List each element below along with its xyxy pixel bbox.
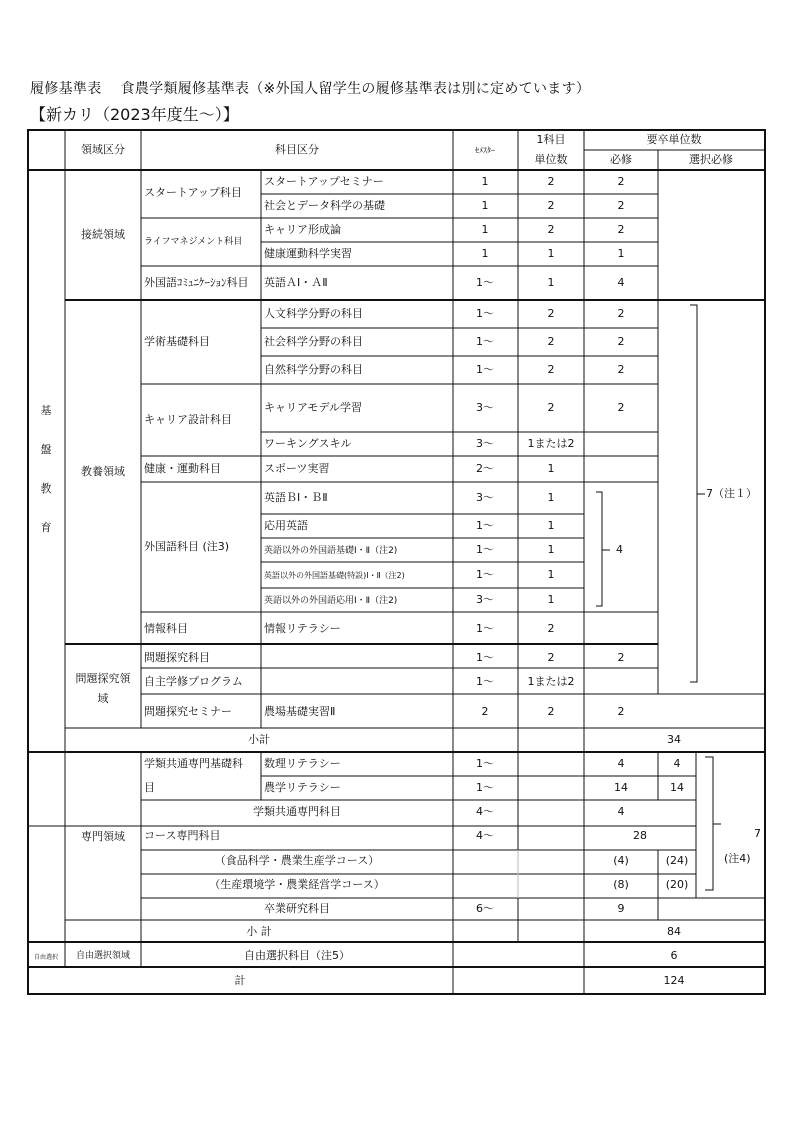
subject-name: 英語以外の外国語応用Ⅰ・Ⅱ（注2)	[264, 596, 398, 606]
subject-name: 自然科学分野の科目	[264, 363, 363, 376]
category-career: キャリア設計科目	[144, 413, 232, 426]
subject-semester: 1〜	[476, 307, 494, 320]
subject-credits: 2	[547, 223, 555, 236]
subject-elective: 14	[670, 781, 684, 794]
subject-name: 健康運動科学実習	[264, 247, 352, 260]
subject-required: 2	[617, 199, 625, 212]
basic-education-char-3: 教	[40, 482, 52, 495]
domain-inquiry: 問題探究領 域	[75, 672, 131, 705]
free-small-label: 自由選択	[33, 954, 59, 961]
subject-credits: 2	[547, 199, 555, 212]
subject-semester: 1〜	[476, 781, 494, 794]
course-required: 28	[633, 829, 647, 842]
subject-credits: 2	[547, 307, 555, 320]
category-self-study: 自主学修プログラム	[144, 675, 243, 688]
domain-liberal: 教養領域	[81, 465, 125, 478]
subject-credits: 1	[547, 568, 555, 581]
header-elective-required: 選択必修	[689, 153, 733, 166]
subject-credits: 1	[547, 543, 555, 556]
category-common-specialized: 学類共通専門科目	[253, 805, 341, 818]
subject-name: 英語ＡⅠ・ＡⅡ	[264, 276, 328, 289]
subject-name: 社会とデータ科学の基礎	[264, 199, 385, 212]
subject-required: 2	[617, 401, 625, 414]
subject-semester: 1〜	[476, 568, 494, 581]
subject-credits: 1	[547, 519, 555, 532]
subject-required: 2	[617, 175, 625, 188]
subject-credits: 1	[547, 491, 555, 504]
liberal-elective: 7（注１）	[706, 487, 757, 500]
subject-required: 1	[617, 247, 625, 260]
domain-specialized: 専門領域	[81, 830, 125, 843]
subject-semester: 1	[481, 199, 489, 212]
subject-required: 2	[617, 651, 625, 664]
domain-free: 自由選択領域	[75, 951, 131, 961]
subject-semester: 3〜	[476, 437, 494, 450]
course-b-elective: (20)	[665, 878, 689, 891]
subject-required: 2	[617, 335, 625, 348]
common-spec-required: 4	[617, 805, 625, 818]
category-life: ライフマネジメント科目	[144, 237, 243, 247]
subject-semester: 1〜	[476, 675, 494, 688]
subject-elective: 4	[673, 757, 681, 770]
common-spec-semester: 4〜	[476, 805, 494, 818]
subject-name: 情報リテラシー	[264, 622, 341, 635]
total-label: 計	[234, 974, 246, 987]
subject-name: 社会科学分野の科目	[264, 335, 363, 348]
subject-semester: 1〜	[476, 519, 494, 532]
subject-name: 応用英語	[264, 519, 308, 532]
course-a-required: (4)	[613, 854, 629, 867]
course-b-required: (8)	[613, 878, 629, 891]
header-credits-2: 単位数	[534, 153, 568, 166]
subject-semester: 1〜	[476, 335, 494, 348]
course-semester: 4〜	[476, 829, 494, 842]
category-academic: 学術基礎科目	[144, 335, 210, 348]
subject-credits: 2	[547, 175, 555, 188]
page-subtitle: 【新カリ（2023年度生〜）】	[30, 105, 239, 124]
subject-name: キャリアモデル学習	[264, 401, 363, 414]
subtotal-spec: 84	[667, 925, 681, 938]
subject-semester: 1	[481, 175, 489, 188]
subject-credits: 2	[547, 363, 555, 376]
basic-education-char-2: 盤	[40, 443, 52, 456]
subject-required: 2	[617, 363, 625, 376]
subject-name: 英語以外の外国語基礎Ⅰ・Ⅱ（注2)	[264, 546, 398, 556]
course-a-elective: (24)	[665, 854, 689, 867]
basic-education-char-1: 基	[40, 404, 52, 417]
header-required: 必修	[610, 153, 632, 166]
subject-name: 数理リテラシー	[264, 757, 341, 770]
subject-required: 14	[614, 781, 628, 794]
subject-credits: 1	[547, 593, 555, 606]
subject-credits: 2	[547, 622, 555, 635]
header-subject: 科目区分	[275, 143, 319, 156]
subject-semester: 2〜	[476, 462, 494, 475]
subject-semester: 1〜	[476, 757, 494, 770]
grad-semester: 6〜	[476, 902, 494, 915]
subject-semester: 3〜	[476, 491, 494, 504]
subject-name: 英語以外の外国語基礎(特設)Ⅰ・Ⅱ（注2)	[264, 571, 405, 580]
subject-name: 英語ＢⅠ・ＢⅡ	[264, 491, 328, 504]
subject-semester: 2	[481, 705, 489, 718]
subject-name: ワーキングスキル	[264, 437, 352, 450]
subtotal-label: 小計	[248, 733, 270, 746]
page-title: 履修基準表 食農学類履修基準表（※外国人留学生の履修基準表は別に定めています）	[30, 81, 591, 97]
subject-name: スタートアップセミナー	[264, 175, 384, 188]
subject-credits: 2	[547, 651, 555, 664]
basic-education-char-4: 育	[40, 521, 52, 534]
subject-semester: 1〜	[476, 651, 494, 664]
subject-semester: 1〜	[476, 543, 494, 556]
subject-semester: 3〜	[476, 401, 494, 414]
category-inquiry-seminar: 問題探究セミナー	[144, 705, 232, 718]
subject-credits: 1または2	[527, 675, 575, 688]
spec-elective-2: (注4)	[724, 852, 751, 865]
subject-credits: 2	[547, 705, 555, 718]
subject-required: 2	[617, 223, 625, 236]
subject-name: 農学リテラシー	[264, 781, 341, 794]
subject-credits: 1	[547, 276, 555, 289]
subject-name: 人文科学分野の科目	[264, 307, 363, 320]
subject-credits: 2	[547, 335, 555, 348]
free-total: 6	[670, 949, 678, 962]
total-value: 124	[663, 974, 685, 987]
subject-name: キャリア形成論	[264, 223, 341, 236]
category-foreign-comm: 外国語ｺﾐｭﾆｹｰｼｮﾝ科目	[144, 276, 249, 289]
subtotal-label-2: 小 計	[246, 925, 272, 938]
category-course-specialized: コース専門科目	[144, 829, 221, 842]
subject-credits: 1	[547, 462, 555, 475]
subject-semester: 1〜	[476, 276, 494, 289]
subject-required: 2	[617, 307, 625, 320]
subtotal-basic: 34	[667, 733, 681, 746]
category-common-basic-2: 目	[144, 781, 155, 794]
subject-semester: 1〜	[476, 622, 494, 635]
subject-credits: 2	[547, 401, 555, 414]
grad-required: 9	[617, 902, 625, 915]
header-credits-1: 1科目	[536, 133, 566, 146]
header-semester: ｾﾒｽﾀｰ	[475, 146, 495, 155]
category-startup: スタートアップ科目	[144, 186, 242, 199]
domain-connection: 接続領域	[81, 228, 125, 241]
subject-semester: 1	[481, 223, 489, 236]
subject-name: 農場基礎実習Ⅱ	[264, 705, 336, 718]
subject-name: スポーツ実習	[264, 462, 330, 475]
foreign-group-elective: 4	[616, 543, 623, 556]
subject-credits: 1または2	[527, 437, 575, 450]
subject-semester: 3〜	[476, 593, 494, 606]
category-course-a: （食品科学・農業生産学コース）	[214, 854, 380, 867]
category-free: 自由選択科目（注5）	[244, 949, 350, 962]
subject-semester: 1〜	[476, 363, 494, 376]
subject-required: 4	[617, 757, 625, 770]
subject-credits: 1	[547, 247, 555, 260]
subject-required: 4	[617, 276, 625, 289]
subject-required: 2	[617, 705, 625, 718]
category-health: 健康・運動科目	[144, 462, 221, 475]
spec-elective-1: 7	[754, 827, 761, 840]
category-inquiry: 問題探究科目	[144, 651, 210, 664]
category-foreign: 外国語科目 (注3)	[144, 540, 230, 553]
subject-semester: 1	[481, 247, 489, 260]
category-info: 情報科目	[144, 622, 188, 635]
category-common-basic-1: 学類共通専門基礎科	[144, 757, 243, 770]
category-course-b: （生産環境学・農業経営学コース）	[209, 878, 385, 891]
category-graduation: 卒業研究科目	[264, 902, 330, 915]
header-required-credits: 要卒単位数	[646, 133, 702, 146]
header-domain: 領域区分	[81, 143, 125, 156]
